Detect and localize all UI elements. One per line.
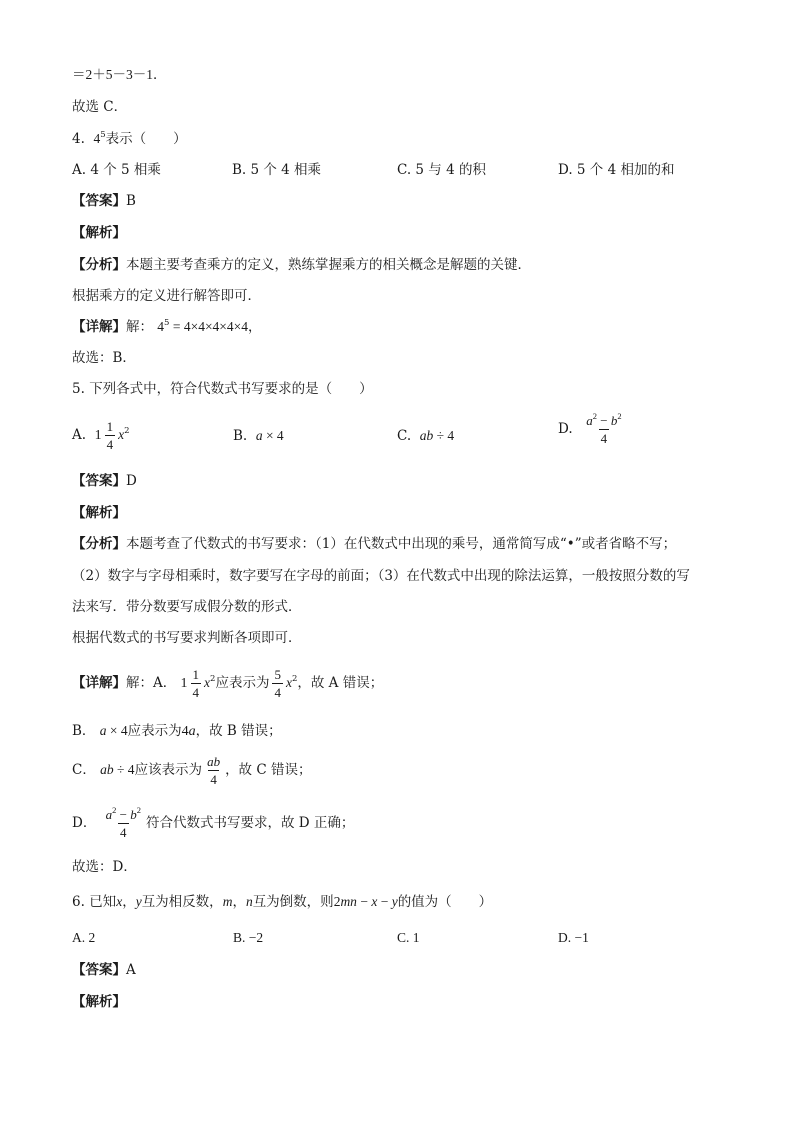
q4-option-b: B. 5 个 4 相乘 (232, 162, 322, 178)
fraction-numerator: 1 (192, 667, 200, 682)
q4-option-a: A. 4 个 5 相乘 (72, 162, 161, 178)
q4-analysis-label: 【解析】 (72, 225, 126, 241)
detail-expansion: = 4×4×4×4×4 (169, 319, 249, 334)
variable: x (285, 675, 292, 690)
exponent: 2 (210, 674, 216, 684)
fenxi-label: 【分析】 (72, 536, 126, 552)
q5-answer (72, 472, 137, 490)
q4-option-c: C. 5 与 4 的积 (397, 162, 486, 178)
question-4 (72, 130, 187, 148)
q5-option-a (72, 420, 130, 451)
variable: ab (100, 762, 114, 777)
q5-option-b (233, 427, 284, 445)
variable-m: m (222, 894, 233, 909)
q4-option-d: D. 5 个 4 相加的和 (558, 162, 675, 178)
q6-option-c: C. 1 (397, 930, 420, 945)
detail-mid: 应表示为 (215, 675, 270, 691)
question-text-pre: 已知 (89, 894, 117, 910)
variable: ab (419, 428, 434, 443)
detail-base: 4 (157, 319, 165, 334)
q5-choose: 故选：D． (72, 859, 137, 875)
answer-value: A (126, 962, 136, 978)
variable: x (204, 675, 211, 690)
detail-pre: C． (72, 762, 96, 778)
fenxi-label: 【分析】 (72, 257, 126, 273)
q6-analysis-label: 【解析】 (72, 994, 126, 1010)
question-number: 5. (72, 381, 85, 397)
fraction-numerator: ab (207, 754, 221, 769)
expression-coefficient: 2 (333, 894, 341, 909)
variable: a (255, 428, 263, 443)
question-text-mid: 互为相反数， (141, 894, 223, 910)
q4-choose: 故选：B． (72, 350, 136, 366)
detail-exponent: 5 (164, 318, 170, 328)
fraction (205, 755, 222, 786)
fraction-denominator: 4 (600, 431, 608, 446)
fraction-numerator: $a^2 - b^2$ (105, 805, 141, 822)
q5-fenxi-2: （2）数字与字母相乘时，数字要写在字母的前面；（3）在代数式中出现的除法运算，一般按照分数的写 (72, 568, 690, 584)
fenxi-text: 本题考查了代数式的书写要求：（1）在代数式中出现的乘号，通常简写成“•”或者省略不写； (126, 536, 677, 552)
variable-n: n (245, 894, 253, 909)
fraction (105, 420, 116, 451)
fraction-denominator: 4 (106, 437, 114, 452)
q5-detail-b (72, 722, 282, 741)
answer-value: D (126, 473, 137, 489)
power-base: 4 (93, 131, 101, 146)
detail-pre: B． (72, 723, 96, 739)
q5-detail-c (72, 755, 311, 786)
fraction-numerator: 5 (274, 667, 281, 682)
question-number: 6. (72, 894, 85, 910)
equation-line: ＝2＋5－3－1． (72, 67, 167, 82)
exponent: 2 (291, 674, 298, 684)
choose-line: 故选 C． (72, 99, 128, 115)
fraction (104, 805, 143, 840)
detail-end: ，故 A 错误； (297, 675, 384, 691)
question-5 (72, 380, 373, 398)
fenxi-text: 本题主要考查乘方的定义，熟练掌握乘方的相关概念是解题的关键． (126, 257, 531, 273)
variable-y: y (135, 894, 142, 909)
detail-pre: 解：A． (126, 675, 177, 691)
fraction (272, 668, 283, 699)
detail-mid: 应表示为 (127, 723, 182, 739)
question-text: 下列各式中，符合代数式书写要求的是（ ） (89, 381, 373, 397)
mixed-whole: 1 (180, 676, 188, 691)
q6-option-b: B. −2 (233, 930, 264, 945)
q5-option-d (558, 411, 627, 446)
q6-option-a: A. 2 (72, 930, 96, 945)
expression-rest: ÷ 4 (433, 428, 455, 443)
q5-detail-d (72, 805, 355, 840)
fraction (584, 411, 623, 446)
fraction-denominator: 4 (192, 685, 200, 700)
answer-label: 【答案】 (72, 473, 126, 489)
q5-fenxi-1 (72, 535, 676, 553)
power-exponent: 5 (100, 130, 106, 140)
variable-x: x (116, 894, 123, 909)
answer-value: B (126, 193, 136, 209)
mixed-whole: 1 (94, 428, 102, 443)
answer-label: 【答案】 (72, 193, 126, 209)
q5-fenxi-3: 法来写．带分数要写成假分数的形式． (72, 599, 302, 615)
expression-rest: × 4 (106, 723, 128, 738)
detail-label: 【详解】 (72, 675, 126, 691)
q6-answer (72, 961, 136, 979)
detail-pre: D． (72, 815, 97, 831)
q4-fenxi (72, 256, 531, 274)
option-label: D. (558, 421, 573, 437)
detail-mid: 应该表示为 (134, 762, 203, 778)
fraction-denominator: 4 (210, 772, 217, 787)
question-text: 表示（ ） (105, 131, 187, 147)
option-label: A. (72, 427, 87, 443)
detail-pre: 解： (126, 319, 153, 335)
fraction-numerator: $a^2 - b^2$ (586, 411, 622, 428)
q5-detail-a (72, 668, 383, 699)
question-text-end: 的值为（ ） (397, 894, 493, 910)
question-text-mid2: 互为倒数，则 (252, 894, 334, 910)
question-6: 6. 已知x，y互为相反数，m，n互为倒数，则2mn − x − y的值为（ ） (72, 894, 493, 910)
q4-detail (72, 318, 262, 336)
question-number: 4. (72, 131, 85, 147)
fraction-denominator: 4 (120, 825, 127, 840)
q6-option-d: D. −1 (558, 930, 589, 945)
q4-method: 根据乘方的定义进行解答即可． (72, 288, 261, 304)
variable: x (118, 427, 125, 442)
fraction-denominator: 4 (274, 685, 281, 700)
detail-end: ， (248, 319, 262, 335)
detail-end: 符合代数式书写要求，故 D 正确； (145, 815, 355, 831)
q5-option-c (397, 427, 454, 445)
expression-rest: ÷ 4 (113, 762, 135, 777)
answer-label: 【答案】 (72, 962, 126, 978)
q5-analysis-label: 【解析】 (72, 505, 126, 521)
answer-coefficient: 4 (181, 724, 189, 739)
exponent: 2 (124, 426, 130, 436)
detail-end: ，故 C 错误； (225, 762, 312, 778)
expression-rest: × 4 (262, 428, 284, 443)
option-label: B. (233, 428, 248, 444)
q5-method: 根据代数式的书写要求判断各项即可． (72, 630, 302, 646)
answer-variable: a (188, 724, 196, 739)
q4-answer (72, 192, 136, 210)
fraction-numerator: 1 (106, 419, 114, 434)
variable: a (99, 723, 107, 738)
detail-end: ，故 B 错误； (195, 723, 282, 739)
detail-label: 【详解】 (72, 319, 126, 335)
option-label: C. (397, 428, 412, 444)
fraction (191, 668, 202, 699)
